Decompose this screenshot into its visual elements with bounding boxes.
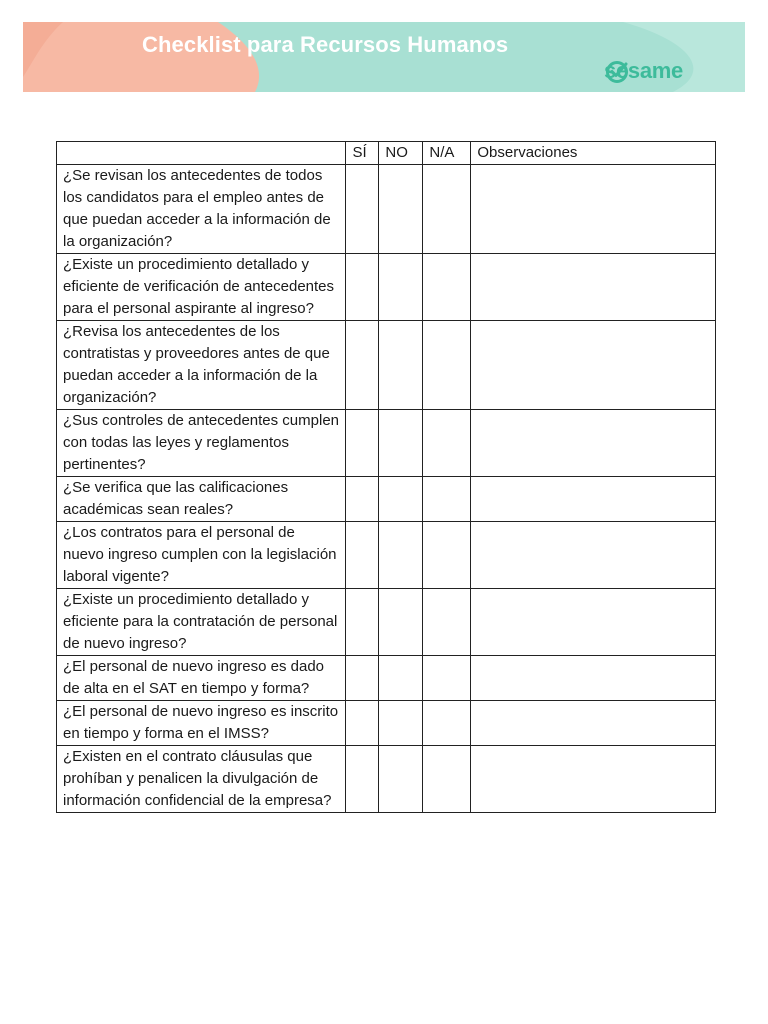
table-row: [57, 477, 716, 522]
si-cell[interactable]: [346, 701, 379, 746]
question-cell: ¿El personal de nuevo ingreso es inscrito en tiempo y forma en el IMSS?: [57, 701, 346, 746]
observaciones-cell[interactable]: [471, 165, 716, 254]
observaciones-cell[interactable]: [471, 321, 716, 410]
no-cell[interactable]: [379, 410, 423, 477]
si-cell[interactable]: [346, 746, 379, 813]
si-cell[interactable]: [346, 522, 379, 589]
si-cell[interactable]: [346, 656, 379, 701]
table-header-row: [57, 142, 716, 165]
na-cell[interactable]: [423, 656, 471, 701]
table-row: [57, 746, 716, 813]
question-cell: ¿Se revisan los antecedentes de todos los candidatos para el empleo antes de que puedan acceder a la información de la organización?: [57, 165, 346, 254]
observaciones-cell[interactable]: [471, 701, 716, 746]
na-cell[interactable]: [423, 254, 471, 321]
na-cell[interactable]: [423, 589, 471, 656]
question-cell: ¿Se verifica que las calificaciones académicas sean reales?: [57, 477, 346, 522]
na-cell[interactable]: [423, 165, 471, 254]
table-row: [57, 165, 716, 254]
no-cell[interactable]: [379, 165, 423, 254]
header-na: N/A: [423, 142, 471, 165]
question-cell: ¿Los contratos para el personal de nuevo ingreso cumplen con la legislación laboral vigente?: [57, 522, 346, 589]
observaciones-cell[interactable]: [471, 656, 716, 701]
table-row: [57, 656, 716, 701]
no-cell[interactable]: [379, 321, 423, 410]
no-cell[interactable]: [379, 522, 423, 589]
si-cell[interactable]: [346, 589, 379, 656]
no-cell[interactable]: [379, 656, 423, 701]
na-cell[interactable]: [423, 410, 471, 477]
observaciones-cell[interactable]: [471, 522, 716, 589]
na-cell[interactable]: [423, 522, 471, 589]
page-title: Checklist para Recursos Humanos: [142, 32, 509, 57]
header-banner: [23, 22, 745, 92]
check-circle-icon: [605, 60, 629, 84]
question-cell: ¿Existe un procedimiento detallado y eficiente de verificación de antecedentes para el personal aspirante al ingreso?: [57, 254, 346, 321]
si-cell[interactable]: [346, 477, 379, 522]
checklist-table: [56, 141, 716, 813]
na-cell[interactable]: [423, 701, 471, 746]
si-cell[interactable]: [346, 410, 379, 477]
question-cell: ¿Existen en el contrato cláusulas que prohíban y penalicen la divulgación de información confidencial de la empresa?: [57, 746, 346, 813]
question-cell: ¿Sus controles de antecedentes cumplen con todas las leyes y reglamentos pertinentes?: [57, 410, 346, 477]
logo-wordmark: sesame: [604, 58, 683, 83]
header-no: NO: [379, 142, 423, 165]
na-cell[interactable]: [423, 477, 471, 522]
question-cell: ¿Revisa los antecedentes de los contratistas y proveedores antes de que puedan acceder a la información de la organización?: [57, 321, 346, 410]
no-cell[interactable]: [379, 254, 423, 321]
na-cell[interactable]: [423, 321, 471, 410]
observaciones-cell[interactable]: [471, 254, 716, 321]
si-cell[interactable]: [346, 165, 379, 254]
observaciones-cell[interactable]: [471, 589, 716, 656]
no-cell[interactable]: [379, 477, 423, 522]
no-cell[interactable]: [379, 746, 423, 813]
si-cell[interactable]: [346, 321, 379, 410]
no-cell[interactable]: [379, 701, 423, 746]
na-cell[interactable]: [423, 746, 471, 813]
si-cell[interactable]: [346, 254, 379, 321]
table-row: [57, 522, 716, 589]
table-row: [57, 410, 716, 477]
sesame-logo: [604, 60, 683, 82]
question-cell: ¿Existe un procedimiento detallado y eficiente para la contratación de personal de nuevo ingreso?: [57, 589, 346, 656]
table-row: [57, 254, 716, 321]
header-si: SÍ: [346, 142, 379, 165]
table-row: [57, 701, 716, 746]
table-row: [57, 321, 716, 410]
observaciones-cell[interactable]: [471, 410, 716, 477]
no-cell[interactable]: [379, 589, 423, 656]
table-row: [57, 589, 716, 656]
observaciones-cell[interactable]: [471, 746, 716, 813]
observaciones-cell[interactable]: [471, 477, 716, 522]
header-observaciones: Observaciones: [471, 142, 716, 165]
question-cell: ¿El personal de nuevo ingreso es dado de alta en el SAT en tiempo y forma?: [57, 656, 346, 701]
header-question: [57, 142, 346, 165]
